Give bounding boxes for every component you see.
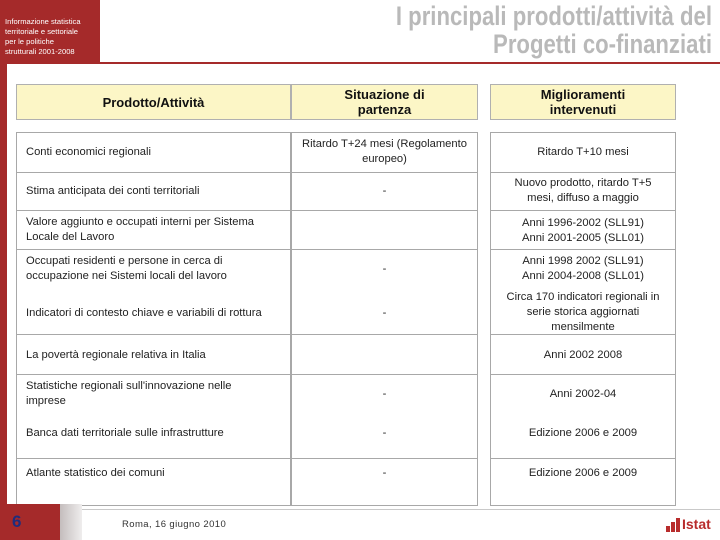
table-cell-product: Indicatori di contesto chiave e variabili di rottura [26, 307, 262, 319]
slide-title-line: Progetti co-finanziati [493, 29, 712, 59]
header-subtitle-line: territoriale e settoriale [5, 27, 79, 36]
row-divider [16, 249, 478, 250]
table-cell-improvement: Anni 2002 2008 [543, 349, 623, 361]
table-cell-improvement: Anni 2002-04 [549, 388, 617, 400]
row-divider [490, 210, 676, 211]
table-cell-product: Stima anticipata dei conti territoriali [26, 185, 200, 197]
table-cell-starting: - [382, 307, 387, 319]
column-header-product [16, 84, 291, 120]
footer-gradient [60, 504, 82, 540]
row-divider [16, 458, 478, 459]
header-subtitle-line: Informazione statistica [5, 17, 81, 26]
row-divider [16, 374, 478, 375]
header-divider [100, 62, 720, 64]
table-cell-product: Statistiche regionali sull'innovazione nelle imprese [26, 380, 232, 407]
slide-title [351, 2, 712, 58]
logo-bars-icon [666, 518, 680, 532]
footer-place-date: Roma, 16 giugno 2010 [122, 519, 227, 530]
table-cell-product: Valore aggiunto e occupati interni per Sistema Locale del Lavoro [26, 216, 255, 243]
header-subtitle-line: per le politiche [5, 37, 54, 46]
column-header-label: Situazione di partenza [344, 87, 425, 117]
column-header-label: Miglioramenti intervenuti [540, 87, 626, 117]
table-cell-product: Occupati residenti e persone in cerca di occupazione nei Sistemi locali del lavoro [26, 255, 227, 282]
row-divider [490, 374, 676, 375]
row-divider [490, 249, 676, 250]
header-subtitle-box [0, 0, 100, 64]
table-cell-product: Banca dati territoriale sulle infrastrutture [26, 427, 224, 439]
row-divider [490, 172, 676, 173]
table-cell-improvement: Edizione 2006 e 2009 [528, 427, 638, 439]
left-accent-bar [0, 64, 7, 506]
row-divider [490, 458, 676, 459]
table-cell-improvement: Circa 170 indicatori regionali in serie storica aggiornati mensilmente [506, 291, 660, 333]
logo-text: Istat [682, 516, 711, 532]
column-header-improvements [490, 84, 676, 120]
table-cell-product: Conti economici regionali [26, 146, 151, 158]
istat-logo [666, 516, 716, 534]
table-cell-improvement: Anni 1998 2002 (SLL91) Anni 2004-2008 (SLL01) [522, 255, 644, 282]
table-cell-starting: Ritardo T+24 mesi (Regolamento europeo) [302, 138, 467, 165]
column-header-label: Prodotto/Attività [102, 94, 205, 110]
row-divider [16, 334, 478, 335]
footer-divider [82, 509, 720, 510]
row-divider [16, 172, 478, 173]
slide-title-line: I principali prodotti/attività del [395, 1, 712, 31]
table-cell-starting: - [382, 427, 387, 439]
header-subtitle-line: strutturali 2001-2008 [5, 47, 75, 56]
table-cell-product: Atlante statistico dei comuni [26, 467, 165, 479]
footer-accent-box [0, 504, 60, 540]
column-header-starting-situation [291, 84, 478, 120]
table-cell-starting: - [382, 185, 387, 197]
table-cell-product: La povertà regionale relativa in Italia [26, 349, 206, 361]
page-number: 6 [12, 512, 22, 531]
table-cell-improvement: Nuovo prodotto, ritardo T+5 mesi, diffuso a maggio [514, 177, 652, 204]
table-cell-starting: - [382, 263, 387, 275]
table-cell-starting: - [382, 388, 387, 400]
table-cell-improvement: Anni 1996-2002 (SLL91) Anni 2001-2005 (SLL01) [522, 217, 644, 244]
table-cell-improvement: Edizione 2006 e 2009 [528, 467, 638, 479]
table-cell-starting: - [382, 467, 387, 479]
table-cell-improvement: Ritardo T+10 mesi [537, 146, 629, 158]
row-divider [16, 210, 478, 211]
